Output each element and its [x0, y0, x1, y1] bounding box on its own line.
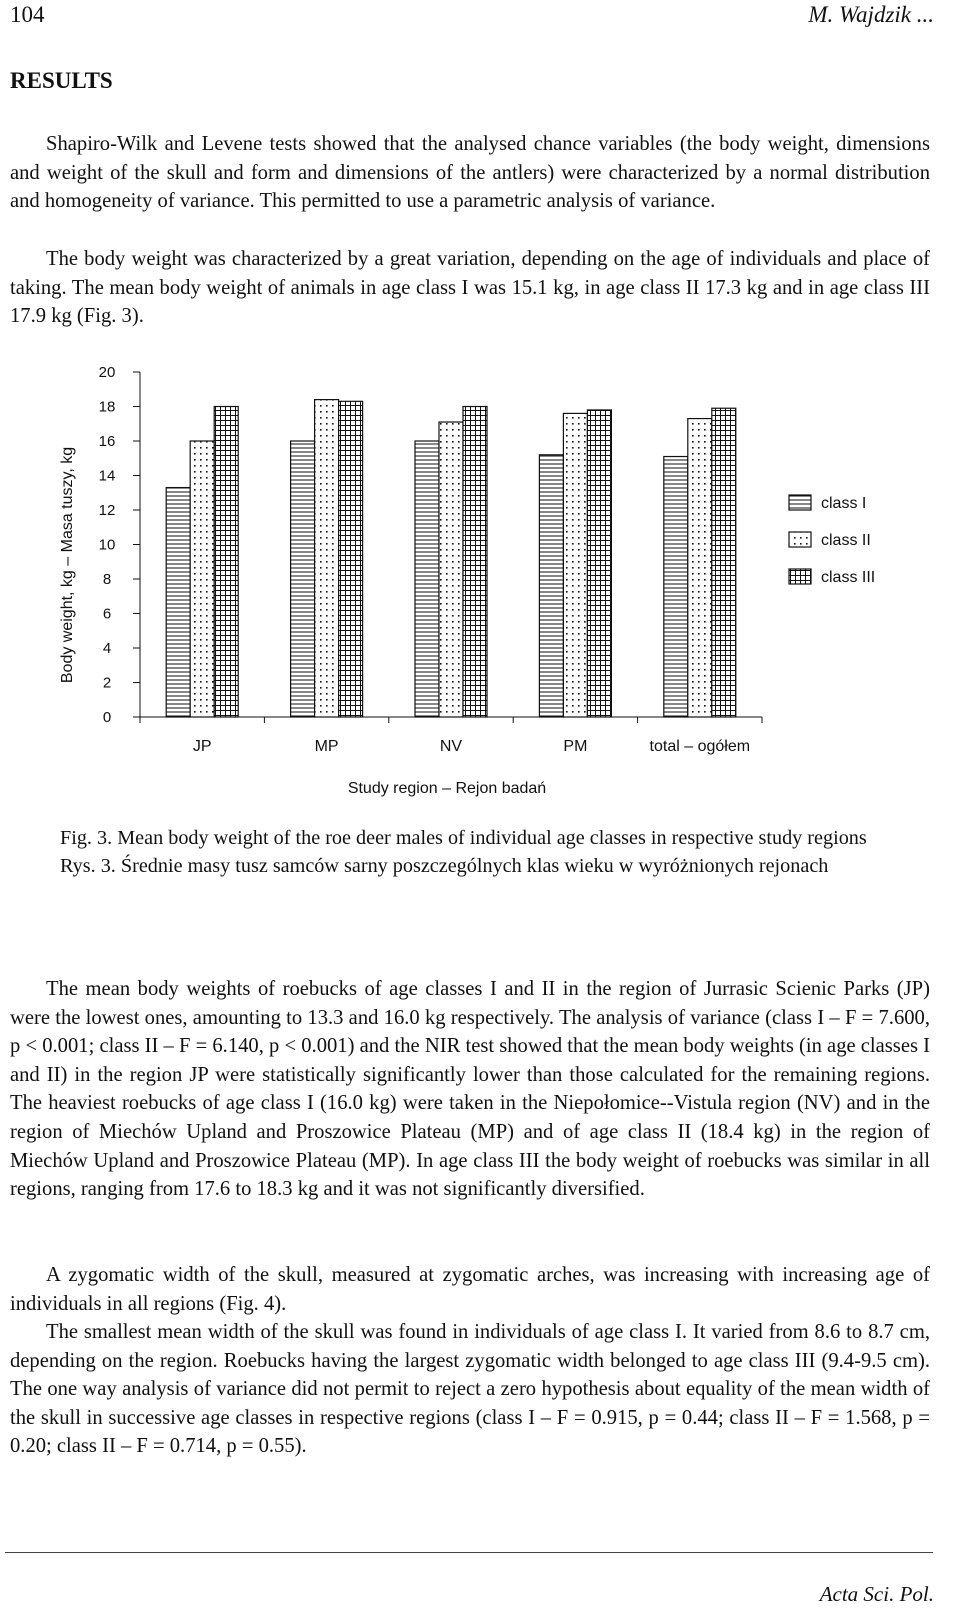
running-head: M. Wajdzik ... [808, 2, 934, 27]
y-tick-label: 16 [98, 433, 116, 450]
legend-label: class II [821, 532, 871, 549]
y-tick-label: 8 [102, 571, 112, 588]
chart-bars [166, 400, 736, 717]
intro-paragraph-2: The body weight was characterized by a great variation, depending on the age of individuals and place of taking. The mean body weight of animals in age class I was 15.1 kg, in age class II 17.3 kg and in age class III 17.9 kg (Fig. 3). [10, 248, 930, 328]
bar-class-III-4 [712, 408, 736, 717]
section-title: RESULTS [10, 68, 113, 93]
x-tick-label: NV [439, 738, 463, 755]
intro-paragraph-1: Shapiro-Wilk and Levene tests showed that the analysed chance variables (the body weight, dimensions and weight of the skull and form and dimensions of the antlers) were characterized by a normal distribution and homogeneity of variance. This permitted to use a parametric analysis of variance. [10, 133, 930, 213]
body-weight-chart [0, 355, 960, 805]
bar-class-III-1 [339, 401, 363, 717]
footer-rule [5, 1552, 933, 1553]
figure-caption-pl: Rys. 3. Średnie masy tusz samców sarny poszczególnych klas wieku w wyróżnionych rejonach [60, 854, 829, 877]
footer-journal: Acta Sci. Pol. [819, 1582, 934, 1606]
page-number: 104 [10, 2, 45, 27]
bar-class-I-4 [664, 457, 688, 717]
y-tick-label: 0 [102, 709, 112, 726]
y-tick-label: 12 [98, 502, 116, 519]
legend-swatch [789, 495, 811, 510]
x-axis-label: Study region – Rejon badań [347, 780, 547, 797]
y-tick-label: 6 [102, 605, 112, 623]
legend-label: class III [821, 569, 876, 586]
legend-label: class I [821, 495, 867, 512]
x-tick-label: total – ogółem [649, 738, 751, 755]
y-tick-label: 20 [98, 364, 116, 381]
y-tick-label: 18 [98, 398, 116, 416]
body-paragraph-2: A zygomatic width of the skull, measured at zygomatic arches, was increasing with increasing age of individuals in all regions (Fig. 4). [10, 1264, 930, 1315]
bar-class-II-2 [439, 422, 463, 717]
bar-class-II-1 [315, 400, 339, 717]
y-tick-label: 2 [102, 674, 112, 692]
bar-class-II-4 [688, 419, 712, 717]
y-tick-label: 4 [102, 640, 112, 657]
legend-swatch [789, 569, 811, 584]
figure-caption-en: Fig. 3. Mean body weight of the roe deer males of individual age classes in respective study regions [60, 827, 867, 849]
x-tick-label: PM [563, 738, 588, 755]
bar-class-III-0 [214, 407, 238, 718]
figure-caption [60, 825, 910, 880]
y-tick-label: 10 [98, 536, 116, 554]
body-paragraph-1: The mean body weights of roebucks of age classes I and II in the region of Jurrasic Scienic Parks (JP) were the lowest ones, amounting to 13.3 and 16.0 kg respectively. The analysis of variance (class I – F = 7.600, p < 0.001; class II – F = 6.140, p < 0.001) and the NIR test showed that the mean body weights (in age classes I and II) in the region JP were statistically significantly lower than those calculated for the remaining regions. The heaviest roebucks of age class I (16.0 kg) were taken in the Niepołomice--Vistula region (NV) and in the region of Miechów Upland and Proszowice Plateau (MP) and of age class II (18.4 kg) in the region of Miechów Upland and Proszowice Plateau (MP). In age class III the body weight of roebucks was similar in all regions, ranging from 17.6 to 18.3 kg and it was not significantly diversified. [10, 978, 930, 1201]
bar-class-I-1 [291, 441, 315, 717]
bar-class-I-3 [539, 455, 563, 717]
bar-class-I-2 [415, 441, 439, 717]
legend-swatch [789, 532, 811, 547]
x-tick-label: MP [314, 738, 339, 755]
chart-legend [789, 495, 875, 586]
bar-class-II-0 [190, 441, 214, 717]
x-tick-label: JP [192, 738, 212, 755]
bar-class-II-3 [563, 413, 587, 717]
x-tick-labels [140, 717, 762, 755]
bar-class-III-2 [463, 407, 487, 718]
bar-class-I-0 [166, 488, 190, 717]
y-axis-label: Body weight, kg – Masa tuszy, kg [59, 446, 76, 684]
body-paragraph-3: The smallest mean width of the skull was found in individuals of age class I. It varied from 8.6 to 8.7 cm, depending on the region. Roebucks having the largest zygomatic width belonged to age class III (9.4-9.5 cm). The one way analysis of variance did not permit to reject a zero hypothesis about equality of the mean width of the skull in successive age classes in respective regions (class I – F = 0.915, p = 0.44; class II – F = 1.568, p = 0.20; class II – F = 0.714, p = 0.55). [10, 1321, 930, 1458]
y-tick-label: 14 [98, 467, 116, 485]
bar-class-III-3 [587, 410, 611, 717]
